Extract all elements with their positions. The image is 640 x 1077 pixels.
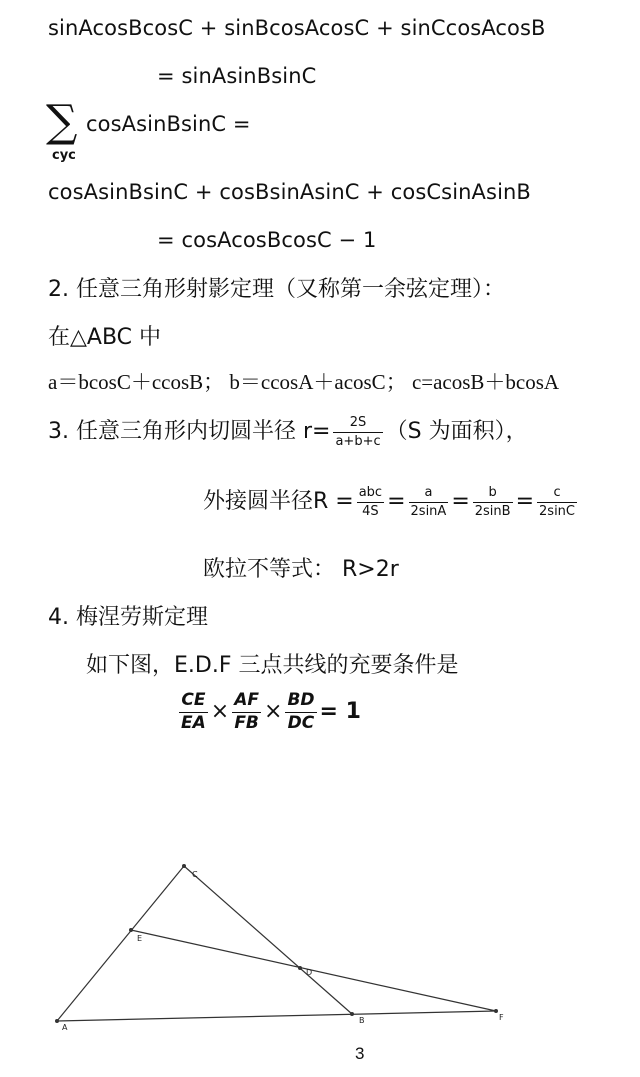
circum-frac-1-num: abc <box>357 486 384 503</box>
side-ac <box>57 866 184 1021</box>
page-number: 3 <box>355 1044 365 1063</box>
point-d <box>298 966 302 970</box>
inradius-prefix: 3. 任意三角形内切圆半径 r= <box>48 419 331 444</box>
circum-frac-2-den: 2sinA <box>410 503 447 519</box>
point-c <box>182 864 186 868</box>
menelaus-frac-1-den: EA <box>181 712 206 733</box>
sum-subscript: cyc <box>52 148 76 163</box>
circum-frac-4-num: c <box>537 486 577 503</box>
circumradius-label: 外接圆半径R = <box>203 489 354 514</box>
times-sign: × <box>210 698 230 724</box>
circum-frac-3-den: 2sinB <box>474 503 511 519</box>
equals-sign: = <box>515 489 535 514</box>
line-af <box>57 1011 496 1021</box>
label-f: F <box>499 1013 504 1022</box>
identity-line-5: = cosAcosBcosC − 1 <box>157 228 377 252</box>
menelaus-frac-2-den: FB <box>234 712 259 733</box>
label-d: D <box>306 968 313 977</box>
point-e <box>129 928 133 932</box>
inradius-numerator: 2S <box>333 416 382 433</box>
point-b <box>350 1012 354 1016</box>
point-a <box>55 1019 59 1023</box>
times-sign: × <box>264 698 283 724</box>
euler-inequality: 欧拉不等式： R>2r <box>203 557 399 582</box>
projection-intro: 在△ABC 中 <box>48 325 162 350</box>
circum-frac-1-den: 4S <box>362 503 379 519</box>
label-c: C <box>192 870 198 879</box>
projection-heading: 2. 任意三角形射影定理（又称第一余弦定理）： <box>48 277 505 302</box>
equals-sign: = <box>387 489 406 514</box>
circum-frac-3-num: b <box>473 486 513 503</box>
menelaus-heading: 4. 梅涅劳斯定理 <box>48 605 208 630</box>
label-a: A <box>62 1023 68 1032</box>
identity-line-2: = sinAsinBsinC <box>157 64 317 88</box>
equals-sign: = <box>451 489 470 514</box>
inradius-suffix: （S 为面积）， <box>385 419 528 444</box>
transversal-ef <box>131 930 496 1011</box>
menelaus-rhs: = 1 <box>319 698 361 724</box>
side-cb <box>184 866 352 1014</box>
identity-line-4: cosAsinBsinC + cosBsinAsinC + cosCsinAsinB <box>48 180 531 204</box>
menelaus-description: 如下图，E.D.F 三点共线的充要条件是 <box>86 653 459 678</box>
circum-frac-4-den: 2sinC <box>539 503 576 519</box>
label-e: E <box>137 934 143 943</box>
identity-line-3: cosAsinBsinC = <box>86 112 251 136</box>
inradius-denominator: a+b+c <box>335 433 381 449</box>
menelaus-frac-2-num: AF <box>232 692 261 713</box>
menelaus-frac-3-den: DC <box>287 712 315 733</box>
circum-frac-2-num: a <box>409 486 449 503</box>
point-f <box>494 1009 498 1013</box>
menelaus-frac-3-num: BD <box>285 692 316 713</box>
label-b: B <box>359 1016 365 1025</box>
menelaus-frac-1-num: CE <box>179 692 208 713</box>
sum-symbol: ∑ <box>46 96 78 147</box>
projection-formula: a＝bcosC＋ccosB； b＝ccosA＋acosC； c=acosB＋bcosA <box>48 370 560 394</box>
identity-line-1: sinAcosBcosC + sinBcosAcosC + sinCcosAcosB <box>48 16 546 40</box>
